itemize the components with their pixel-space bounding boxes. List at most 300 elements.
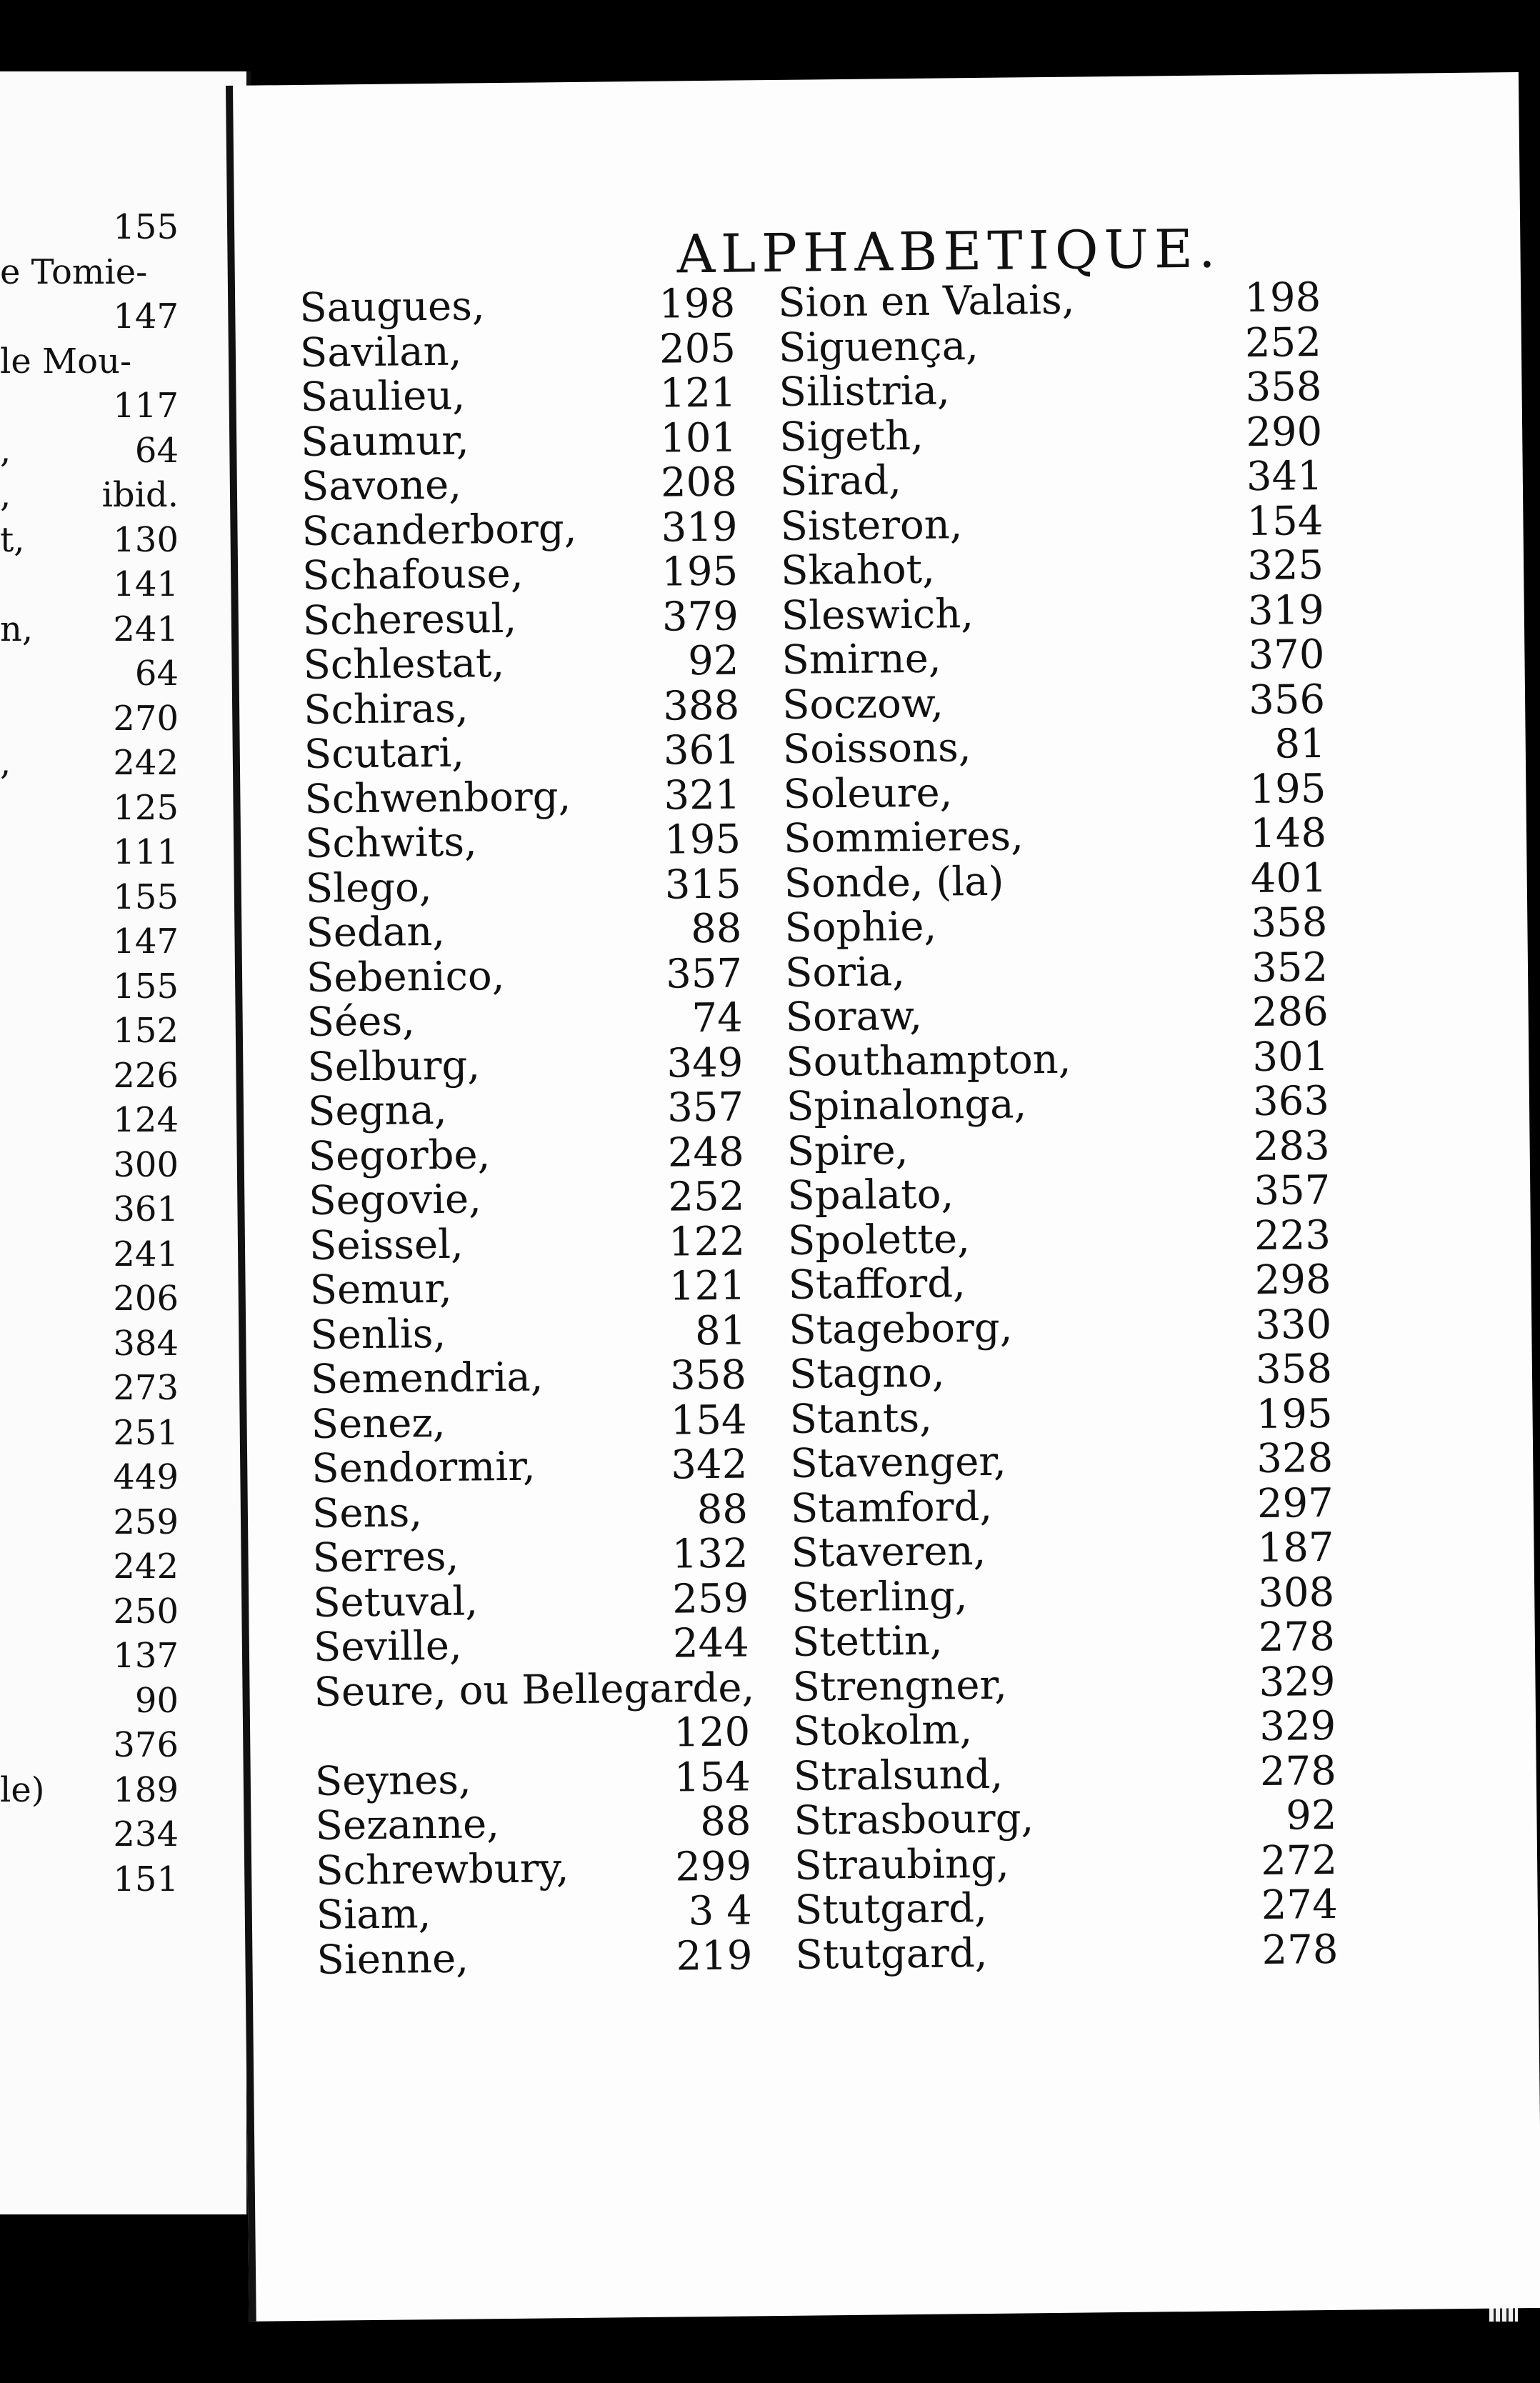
index-entry — [301, 548, 739, 599]
place-name: Seissel, — [309, 1221, 464, 1269]
place-name: Skahot, — [780, 546, 936, 594]
place-name: Senez, — [311, 1399, 446, 1448]
left-page-number: 64 — [134, 430, 179, 471]
page-number: 88 — [690, 905, 742, 953]
left-page-number: 130 — [113, 519, 179, 560]
index-entry — [299, 280, 736, 331]
index-entry — [314, 1664, 755, 1716]
index-entry — [314, 1753, 751, 1805]
index-entry — [786, 1077, 1359, 1128]
index-entry — [793, 1747, 1365, 1798]
place-name: Saugues, — [299, 283, 486, 331]
left-page-entry — [0, 1547, 179, 1589]
left-page-number: 141 — [113, 564, 179, 604]
index-entry — [310, 1352, 747, 1403]
left-page-entry — [0, 1324, 179, 1367]
place-name: Staveren, — [791, 1527, 986, 1577]
left-page-number: 206 — [113, 1279, 179, 1319]
left-page-number: 90 — [134, 1680, 179, 1721]
place-name: Setuval, — [312, 1577, 479, 1627]
page-number: 325 — [1246, 541, 1324, 590]
page-number: 121 — [659, 369, 736, 417]
place-name: Soczow, — [781, 680, 944, 729]
index-entry — [313, 1619, 750, 1671]
page-number: 88 — [699, 1798, 751, 1846]
place-name: Sienne, — [316, 1935, 469, 1984]
left-entry-fragment: , — [0, 475, 11, 515]
place-name: Sens, — [311, 1489, 423, 1537]
place-name: Sezanne, — [315, 1801, 500, 1849]
index-entry — [316, 1887, 753, 1939]
page-number: 81 — [694, 1307, 746, 1354]
page-number: 198 — [659, 280, 736, 328]
index-entry — [300, 369, 736, 421]
place-name: Schlestat, — [303, 639, 505, 689]
index-entry — [299, 325, 736, 376]
index-entry — [307, 1039, 744, 1091]
left-page-number: 151 — [113, 1859, 179, 1899]
place-name: Soleure, — [783, 769, 953, 818]
page-number: 388 — [662, 682, 740, 730]
left-page-entry — [0, 609, 179, 652]
page-number: 361 — [663, 726, 741, 774]
left-page-entry — [0, 520, 179, 563]
page-number: 342 — [671, 1441, 748, 1489]
index-entry — [309, 1262, 746, 1314]
left-page-entry — [0, 1279, 179, 1322]
index-entry — [784, 810, 1356, 861]
place-name: Spire, — [786, 1126, 909, 1175]
place-name: Soissons, — [782, 724, 971, 773]
left-page-number: 300 — [113, 1144, 179, 1185]
index-entry — [786, 1033, 1358, 1084]
index-entry — [304, 726, 741, 778]
index-entry — [784, 854, 1356, 905]
page-number: 341 — [1246, 452, 1324, 501]
index-entry — [791, 1479, 1363, 1530]
place-name: Sion en Valais, — [777, 276, 1075, 326]
left-page-number: 241 — [113, 1234, 179, 1274]
place-name: Schafouse, — [301, 550, 524, 599]
index-column-left — [299, 280, 755, 1984]
left-page-entry — [0, 1770, 179, 1813]
index-entry — [300, 414, 737, 466]
left-page-entry — [0, 296, 179, 339]
page-number: 154 — [674, 1753, 751, 1802]
left-page-entry — [0, 966, 179, 1009]
page-number: 401 — [1250, 854, 1328, 902]
index-entry — [781, 631, 1354, 682]
left-page-entry — [0, 1725, 179, 1768]
left-page-entry — [0, 1457, 179, 1500]
left-page-entry — [0, 1189, 179, 1232]
place-name: Southampton, — [786, 1036, 1071, 1086]
left-page-number: 242 — [113, 1547, 179, 1587]
page-number: 278 — [1261, 1926, 1339, 1974]
page-number: 329 — [1259, 1658, 1336, 1706]
place-name: Sées, — [306, 998, 416, 1046]
page-number: 122 — [668, 1217, 746, 1266]
place-name: Sigeth, — [779, 412, 924, 461]
page-number: 370 — [1248, 631, 1325, 679]
page-number: 357 — [666, 1084, 744, 1131]
left-page-entry — [0, 475, 179, 518]
place-name: Straubing, — [794, 1840, 1010, 1889]
left-page-entry — [0, 1502, 179, 1545]
place-name: Sommieres, — [783, 813, 1024, 862]
place-name: Strasbourg, — [794, 1795, 1034, 1844]
index-entry — [778, 274, 1350, 325]
index-entry — [309, 1307, 746, 1359]
index-entry — [306, 949, 743, 1001]
index-entry — [779, 364, 1351, 414]
page-number: 154 — [670, 1396, 747, 1444]
index-entry — [306, 905, 742, 956]
index-entry — [306, 994, 744, 1046]
place-name: Sedan, — [306, 908, 446, 956]
index-entry — [316, 1932, 753, 1984]
page-number: 298 — [1254, 1256, 1331, 1304]
place-name: Scheresul, — [302, 595, 517, 644]
left-page-entry — [0, 252, 179, 295]
page-number: 252 — [668, 1173, 745, 1221]
index-entry — [304, 816, 741, 867]
left-page-number: 250 — [113, 1591, 179, 1632]
page-number: 219 — [676, 1932, 753, 1980]
index-entry — [781, 542, 1353, 593]
place-name: Sebenico, — [306, 952, 505, 1001]
place-name: Savone, — [301, 461, 462, 510]
index-entry — [314, 1709, 751, 1759]
place-name: Scanderborg, — [301, 505, 577, 555]
page-number: 74 — [691, 994, 744, 1042]
left-page-number: 259 — [113, 1502, 179, 1542]
place-name: Spinalonga, — [786, 1081, 1027, 1130]
index-entry — [789, 1345, 1361, 1396]
left-page-entry — [0, 788, 179, 831]
place-name: Serres, — [312, 1533, 459, 1582]
facing-page-left — [0, 71, 251, 2214]
page-number: 328 — [1256, 1434, 1334, 1482]
page-number: 154 — [1246, 497, 1324, 545]
index-entry — [308, 1128, 745, 1180]
left-page-entry — [0, 207, 179, 250]
page-number: 358 — [1255, 1345, 1333, 1393]
left-page-entry — [0, 341, 179, 384]
page-number: 357 — [1254, 1166, 1331, 1215]
place-name: Smirne, — [781, 635, 941, 684]
left-entry-fragment: le) — [0, 1769, 45, 1810]
page-number: 92 — [1285, 1792, 1337, 1839]
index-entry — [787, 1166, 1359, 1217]
page-number: 299 — [674, 1842, 752, 1891]
page-number: 329 — [1259, 1702, 1336, 1750]
index-entry — [784, 899, 1356, 949]
place-name: Segovie, — [309, 1176, 482, 1224]
index-entry — [781, 586, 1353, 637]
page-number: 319 — [1247, 586, 1325, 634]
page-number: 357 — [665, 949, 743, 998]
index-entry — [785, 988, 1357, 1039]
left-page-number: 242 — [113, 743, 179, 783]
page-number: 120 — [673, 1709, 751, 1757]
left-page-number: 155 — [113, 876, 179, 917]
left-page-number: 155 — [113, 207, 179, 247]
page-number: 121 — [669, 1262, 746, 1310]
place-name: Slego, — [305, 864, 432, 912]
index-entry — [315, 1798, 751, 1849]
place-name: Stutgard, — [794, 1884, 988, 1934]
index-entry — [303, 637, 739, 689]
left-page-entry — [0, 431, 179, 474]
page-number: 379 — [661, 593, 739, 641]
place-name: Sophie, — [784, 903, 937, 951]
left-page-number: 147 — [113, 921, 179, 961]
page-number: 278 — [1259, 1747, 1337, 1795]
index-entry — [315, 1842, 752, 1894]
index-entry — [789, 1301, 1361, 1352]
page-number: 278 — [1258, 1613, 1336, 1661]
index-entry — [785, 944, 1357, 994]
left-page-number: 251 — [113, 1412, 179, 1453]
index-entry — [312, 1530, 749, 1582]
page-number: 358 — [1245, 363, 1322, 411]
left-page-number: 64 — [134, 654, 179, 694]
place-name: Sleswich, — [781, 590, 974, 639]
left-page-number: 125 — [113, 787, 179, 828]
place-name: Scutari, — [304, 729, 465, 778]
left-page-entry — [0, 1413, 179, 1456]
page-number: 358 — [669, 1352, 747, 1399]
place-name: Schrewbury, — [315, 1844, 569, 1894]
left-page-number: 147 — [113, 296, 179, 336]
index-entry — [311, 1396, 747, 1448]
index-entry — [791, 1569, 1364, 1622]
place-name: Sirad, — [779, 457, 902, 505]
page-number: 195 — [1249, 765, 1326, 813]
left-page-entry — [0, 1056, 179, 1099]
left-page-entry — [0, 832, 179, 875]
place-name: Stralsund, — [793, 1751, 1004, 1800]
index-entry — [311, 1485, 749, 1537]
place-name: Stavenger, — [789, 1438, 1007, 1487]
left-entry-fragment: , — [0, 430, 11, 471]
index-entry — [790, 1434, 1362, 1485]
left-page-number: 270 — [113, 698, 179, 739]
place-name: Schwits, — [304, 819, 478, 867]
index-entry — [783, 765, 1355, 816]
page-number: 88 — [696, 1485, 749, 1533]
page-number: 148 — [1249, 809, 1327, 858]
page-number: 330 — [1255, 1301, 1332, 1349]
place-name: Stutgard, — [795, 1929, 988, 1979]
page-number: 132 — [671, 1530, 749, 1578]
place-name: Schiras, — [303, 684, 469, 734]
left-page-number: 111 — [113, 832, 179, 872]
index-entry — [307, 1084, 744, 1135]
index-entry — [302, 593, 739, 644]
left-page-entry — [0, 1234, 179, 1277]
page-number: 208 — [660, 459, 738, 506]
page-number: 274 — [1261, 1881, 1339, 1929]
page-number: 252 — [1244, 319, 1322, 366]
left-page-entry — [0, 921, 179, 964]
page-number: 187 — [1257, 1524, 1334, 1572]
place-name: Stafford, — [788, 1260, 966, 1309]
page-number: 315 — [664, 861, 742, 909]
place-name: Soraw, — [785, 992, 923, 1041]
index-entry — [786, 1122, 1359, 1173]
place-name: Siguença, — [778, 322, 979, 371]
left-page-number: 124 — [113, 1100, 179, 1140]
index-entry — [781, 676, 1354, 729]
left-entry-fragment: le Mou- — [0, 341, 132, 381]
index-column-right — [778, 274, 1367, 1977]
left-page-number: 376 — [113, 1725, 179, 1765]
index-entry — [780, 453, 1352, 504]
index-entry — [782, 721, 1354, 771]
left-page-entry — [0, 1100, 179, 1143]
page-number: 352 — [1251, 944, 1329, 991]
place-name: Semendria, — [310, 1354, 544, 1403]
place-name: Saulieu, — [300, 372, 466, 421]
page-number: 244 — [672, 1619, 750, 1667]
index-entry — [780, 497, 1352, 548]
page-number: 195 — [1256, 1390, 1333, 1438]
left-page-entry — [0, 1011, 179, 1054]
page-number: 356 — [1248, 676, 1326, 724]
index-page — [226, 72, 1540, 2322]
page-number: 363 — [1252, 1077, 1330, 1126]
index-entry — [301, 504, 738, 555]
index-entry — [794, 1837, 1366, 1887]
left-page-number: 449 — [113, 1457, 179, 1497]
left-entry-fragment: t, — [0, 519, 25, 560]
index-entry — [795, 1926, 1367, 1977]
left-page-entry — [0, 564, 179, 607]
left-page-number: 234 — [113, 1814, 179, 1854]
place-name: Stants, — [789, 1394, 933, 1443]
left-page-entry — [0, 1814, 179, 1857]
left-page-entry — [0, 1681, 179, 1724]
left-page-number: 152 — [113, 1011, 179, 1051]
place-name: Seynes, — [314, 1757, 472, 1805]
place-name: Saumur, — [300, 416, 469, 466]
place-name: Senlis, — [309, 1310, 446, 1359]
index-entry — [311, 1441, 748, 1492]
left-page-number: 361 — [113, 1189, 179, 1229]
page-number: 290 — [1245, 408, 1323, 456]
left-page-entry — [0, 1368, 179, 1411]
place-name: Segorbe, — [308, 1131, 491, 1180]
index-entry — [303, 682, 740, 734]
page-number: 321 — [664, 771, 741, 819]
page-number: 349 — [666, 1039, 744, 1087]
place-name: Seville, — [313, 1622, 463, 1671]
place-name: Silistria, — [779, 367, 951, 416]
place-name: Savilan, — [299, 328, 462, 376]
left-page-entry — [0, 699, 179, 741]
page-number: 358 — [1251, 899, 1328, 947]
place-name: Sisteron, — [780, 501, 963, 550]
page-number: 283 — [1253, 1122, 1330, 1170]
left-page-entry — [0, 743, 179, 786]
place-name: Stettin, — [791, 1617, 943, 1666]
page-number: 308 — [1257, 1569, 1335, 1617]
page-number: 3 4 — [688, 1887, 753, 1935]
left-page-number: ibid. — [101, 475, 179, 515]
place-name: Siam, — [316, 1891, 431, 1939]
page-number: 319 — [661, 504, 738, 551]
left-page-entry — [0, 1636, 179, 1679]
left-entry-fragment: e Tomie- — [0, 251, 148, 292]
index-entry — [304, 771, 741, 823]
page-number: 101 — [659, 414, 737, 462]
index-entry — [788, 1256, 1360, 1307]
left-page-number: 273 — [113, 1368, 179, 1408]
left-page-entry — [0, 654, 179, 696]
page-number: 248 — [667, 1128, 745, 1176]
index-entry — [309, 1173, 745, 1224]
place-name: Spalato, — [786, 1171, 954, 1219]
page-number: 92 — [687, 637, 739, 685]
place-name: Strengner, — [792, 1662, 1008, 1711]
page-number: 81 — [1274, 720, 1326, 768]
place-name: Stagno, — [789, 1349, 945, 1398]
left-page-number: 384 — [113, 1323, 179, 1364]
left-page-number: 189 — [113, 1769, 179, 1810]
index-entry — [794, 1792, 1366, 1842]
left-entry-fragment: n, — [0, 609, 34, 649]
left-page-number: 155 — [113, 966, 179, 1006]
page-number: 223 — [1254, 1212, 1331, 1259]
page-number: 272 — [1260, 1837, 1338, 1884]
left-page-entry — [0, 1859, 179, 1902]
index-entry — [788, 1212, 1360, 1262]
place-name: Segna, — [307, 1086, 447, 1135]
page-header: ALPHABETIQUE. — [676, 218, 1221, 286]
place-name: Sendormir, — [311, 1443, 536, 1492]
left-entry-fragment: , — [0, 743, 11, 783]
left-page-number: 241 — [113, 609, 179, 649]
place-name: Sterling, — [791, 1572, 968, 1622]
place-name: Soria, — [784, 948, 906, 996]
index-entry — [779, 319, 1351, 369]
index-entry — [779, 408, 1351, 459]
left-page-number: 137 — [113, 1636, 179, 1676]
place-name: Spolette, — [787, 1215, 971, 1264]
place-name: Stageborg, — [788, 1304, 1013, 1354]
left-page-entry — [0, 877, 179, 920]
index-entry — [794, 1881, 1366, 1932]
page-number: 286 — [1251, 988, 1329, 1036]
index-entry — [789, 1390, 1361, 1441]
left-page-entry — [0, 1145, 179, 1188]
place-name: Stamford, — [790, 1483, 993, 1532]
index-entry — [792, 1658, 1364, 1709]
index-entry — [791, 1524, 1363, 1577]
left-page-number: 117 — [113, 386, 179, 426]
page-number: 301 — [1252, 1033, 1329, 1081]
index-entry — [792, 1613, 1364, 1664]
index-entry — [793, 1702, 1365, 1753]
index-entry — [309, 1217, 746, 1269]
index-entry — [305, 861, 742, 912]
page-number: 195 — [664, 816, 741, 864]
left-page-entry — [0, 1592, 179, 1634]
place-name: Stokolm, — [792, 1707, 973, 1755]
page-number: 205 — [659, 325, 736, 373]
